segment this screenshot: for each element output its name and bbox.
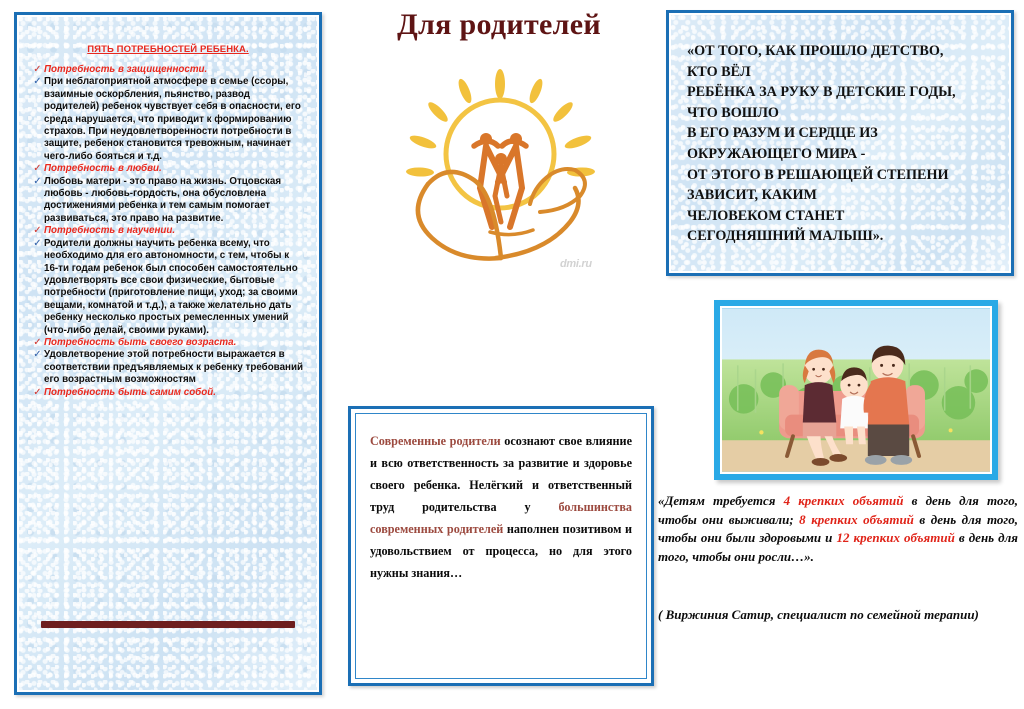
check-icon: ✓ [33, 386, 42, 398]
decorative-red-bar [41, 621, 295, 628]
need-heading: Потребность в защищенности. [44, 64, 208, 75]
sun-family-in-hand-heart-logo [370, 62, 630, 277]
need-item [31, 64, 305, 76]
quote-line: ЗАВИСИТ, КАКИМ [687, 187, 817, 204]
need-heading: Потребность в научении. [44, 225, 176, 237]
need-body: Родители должны научить ребенка всему, что необходимо для его автономности, с тем, чтобы к 16-ти годам ребенок был способен самостоятельно удовлетворять все свои физические, бытовые потребности (приготовление пищи, уход; за своими вещами, комнатой и т.д.), а также желательно дать ребенку несколько простых ремесленных умений (что-либо делай, своими руками). [44, 237, 298, 336]
hugs-quote-paragraph [658, 492, 1018, 566]
need-item [31, 76, 305, 163]
quote-line: В ЕГО РАЗУМ И СЕРДЦЕ ИЗ [687, 125, 878, 142]
check-icon: ✓ [33, 225, 42, 237]
center-panel-inner [355, 413, 647, 679]
quote-panel-inner [669, 13, 1011, 273]
paragraph-run: осознают свое влияние и всю ответственность за развитие и здоровье своего ребенка. Нелёгкий и ответственный труд родительства у [370, 434, 632, 514]
need-heading: Потребность в любви. [44, 163, 162, 175]
need-item [31, 163, 305, 175]
quote-panel [666, 10, 1014, 276]
left-panel-heading: ПЯТЬ ПОТРЕБНОСТЕЙ РЕБЕНКА. [87, 44, 249, 55]
need-item [31, 176, 305, 226]
need-item [31, 225, 305, 237]
hugs-run: в день для того, чтобы они росли…». [658, 530, 1018, 564]
check-icon: ✓ [33, 349, 42, 361]
quote-line: СЕГОДНЯШНИЙ МАЛЫШ». [687, 228, 884, 245]
check-icon: ✓ [33, 237, 42, 249]
hugs-run: 12 крепких объятий [836, 530, 955, 545]
left-panel-inner [17, 15, 319, 692]
need-body: Удовлетворение этой потребности выражается в соответствии предъявляемых к ребенку требований его возрастным возможностям [44, 349, 303, 386]
check-icon: ✓ [33, 336, 42, 348]
need-heading: Потребность быть своего возраста. [44, 336, 237, 348]
hugs-run: 8 крепких объятий [799, 511, 914, 527]
watermark-text: dmi.ru [560, 258, 592, 270]
need-item [31, 238, 305, 337]
need-body: Любовь матери - это право на жизнь. Отцовская любовь - любовь-гордость, она обусловлена достижениями ребенка и тем самым помогает развиваться, это право на развитие. [44, 175, 282, 224]
check-icon: ✓ [33, 175, 42, 187]
need-heading: Потребность быть самим собой. [44, 386, 216, 398]
check-icon: ✓ [33, 163, 42, 175]
paragraph-run: Современные родители [370, 434, 501, 448]
need-body: При неблагоприятной атмосфере в семье (ссоры, взаимные оскорбления, пьянство, развод родителей) ребенок чувствует себя в опасности, его среда нарушается, что приводит к формированию страхов. При неудовлетворенности потребности в защите, ребенок становится тревожным, начинает чего-либо бояться и т.д. [44, 76, 301, 162]
need-item [31, 349, 305, 386]
check-icon: ✓ [33, 76, 42, 88]
page-title: Для родителей [397, 8, 601, 41]
hugs-run: «Детям требуется [658, 493, 784, 508]
hugs-run: 4 крепких объятий [783, 493, 904, 508]
left-panel [14, 12, 322, 695]
quote-line: ЧЕЛОВЕКОМ СТАНЕТ [687, 207, 845, 224]
quote-line: РЕБЁНКА ЗА РУКУ В ДЕТСКИЕ ГОДЫ, [687, 84, 956, 101]
family-photo-frame [714, 300, 998, 480]
need-item [31, 337, 305, 349]
check-icon: ✓ [33, 64, 42, 75]
quote-line: «ОТ ТОГО, КАК ПРОШЛО ДЕТСТВО, [687, 43, 944, 59]
quote-line: ОТ ЭТОГО В РЕШАЮЩЕЙ СТЕПЕНИ [687, 166, 949, 183]
center-panel-mid-frame [351, 409, 651, 683]
family-on-sofa-illustration [720, 306, 992, 474]
needs-list [31, 64, 305, 399]
quote-line: КТО ВЁЛ [687, 63, 751, 80]
center-bottom-panel [348, 406, 654, 686]
quote-line: ЧТО ВОШЛО [687, 104, 779, 121]
paragraph-run: наполнен позитивом и удовольствием от процесса, но для этого нужны знания… [370, 522, 632, 580]
modern-parents-paragraph [370, 430, 632, 584]
hugs-run: в день для того, чтобы они были здоровыми и [658, 511, 1018, 545]
hugs-run: в день для того, чтобы они выживали; [658, 493, 1018, 527]
quote-line: ОКРУЖАЮЩЕГО МИРА - [687, 145, 866, 162]
need-item [31, 387, 305, 399]
paragraph-run: большинства современных родителей [370, 500, 632, 536]
hugs-quote-source: ( Виржиния Сатир, специалист по семейной терапии) [658, 607, 979, 622]
